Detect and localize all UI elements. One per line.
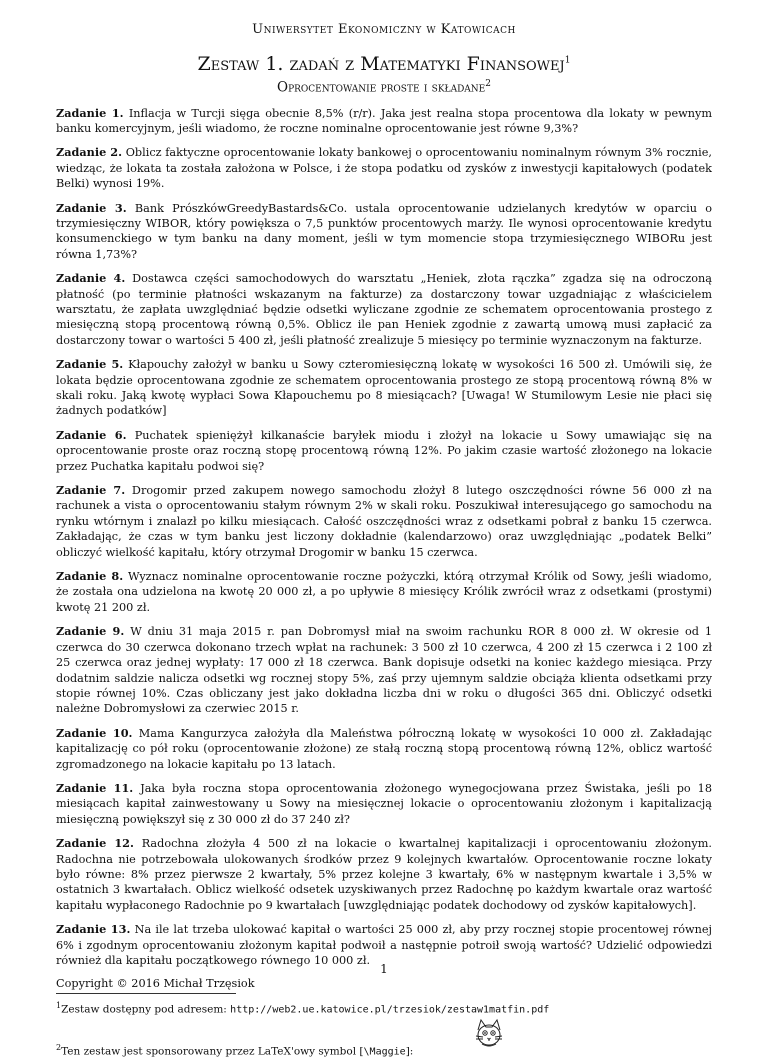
- task-label: Zadanie 7.: [56, 483, 126, 498]
- task-label: Zadanie 4.: [56, 271, 126, 286]
- copyright-line: Copyright © 2016 Michał Trzęsiok: [56, 977, 255, 991]
- task-text: Drogomir przed zakupem nowego samochodu złożył 8 lutego oszczędności równe 56 000 zł na rachunek a vista o oprocentowaniu stałym równym 2% w skali roku. Poszukiwał interesującego go samochodu na rynku wtórnym i znalazł po kilku miesiącach. Całość oszczędności wraz z odsetkami pobrał z banku 15 czerwca. Zakładając, że czas w tym banku jest liczony dokładnie (kalendarzowo) oraz uwzględniając „podatek Belki” obliczyć wielkość kapitału, który otrzymał Drogomir w banku 15 czerwca.: [56, 484, 712, 559]
- task-7: [56, 483, 712, 560]
- task-label: Zadanie 1.: [56, 105, 124, 120]
- university-name: Uniwersytet Ekonomiczny w Katowicach: [252, 22, 516, 37]
- task-6: [56, 428, 712, 474]
- footnote-1: [56, 998, 712, 1018]
- task-text: Inflacja w Turcji sięga obecnie 8,5% (r/r). Jaka jest realna stopa procentowa dla lokaty w pewnym banku komercyjnym, jeśli wiadomo, że roczne nominalne oprocentowanie jest równe 9,3%?: [56, 106, 712, 135]
- task-text: Oblicz faktyczne oprocentowanie lokaty bankowej o oprocentowaniu nominalnym równym 3% rocznie, wiedząc, że lokata ta została założona w Polsce, i że stopa podatku od zysków z inwestycji kapitałowych (podatek Belki) wynosi 19%.: [56, 146, 712, 191]
- task-9: [56, 624, 712, 716]
- footnote-mark: 2: [56, 1042, 62, 1052]
- task-label: Zadanie 12.: [56, 836, 134, 851]
- task-text: Na ile lat trzeba ulokować kapitał o wartości 25 000 zł, aby przy rocznej stopie procentowej równej 6% i zgodnym oprocentowaniu złożonym kapitał podwoił a następnie potroił swoją wartość? Udzielić odpowiedzi również dla kapitału początkowego równego 10 000 zł.: [56, 923, 713, 967]
- footnote-2: [56, 1040, 712, 1059]
- subtitle-text: Oprocentowanie proste i składane: [277, 79, 486, 96]
- task-8: [56, 569, 712, 615]
- page-number: 1: [380, 962, 388, 976]
- task-label: Zadanie 11.: [56, 780, 134, 795]
- title-footnote-mark: 1: [564, 55, 571, 66]
- task-text: Kłapouchy założył w banku u Sowy czteromiesięczną lokatę w wysokości 16 500 zł. Umówili się, że lokata będzie oprocentowana zgodnie ze schematem oprocentowania prostego ze stopą procentową równą 8% w skali roku. Jaką kwotę wypłaci Sowa Kłapouchemu po 8 miesiącach? [Uwaga! W Stumilowym Lesie nie płaci się żadnych podatków]: [56, 358, 712, 418]
- task-label: Zadanie 5.: [56, 357, 124, 372]
- task-12: [56, 836, 712, 913]
- task-10: [56, 726, 712, 772]
- task-4: [56, 271, 712, 348]
- task-11: [56, 781, 712, 827]
- task-list: [56, 106, 712, 969]
- task-2: [56, 145, 712, 191]
- footnote-text: Zestaw dostępny pod adresem:: [61, 1003, 231, 1016]
- document-page: [56, 20, 712, 1059]
- task-label: Zadanie 3.: [56, 200, 127, 215]
- task-label: Zadanie 2.: [56, 145, 123, 160]
- task-text: Puchatek spieniężył kilkanaście baryłek miodu i złożył na lokacie u Sowy umawiając się na oprocentowanie proste oraz roczną stopę procentową równą 12%. Po jakim czasie wartość złożonego na lokacie przez Puchatka kapitału podwoi się?: [56, 428, 712, 473]
- document-title: [56, 53, 712, 75]
- task-label: Zadanie 6.: [56, 427, 127, 442]
- task-5: [56, 357, 712, 419]
- subtitle-footnote-mark: 2: [485, 79, 491, 89]
- task-1: [56, 106, 712, 137]
- title-text: Zestaw 1. zadań z Matematyki Finansowej: [197, 53, 565, 75]
- task-text: W dniu 31 maja 2015 r. pan Dobromysł miał na swoim rachunku ROR 8 000 zł. W okresie od 1 czerwca do 30 czerwca dokonano trzech wpłat na rachunek: 3 500 zł 10 czerwca, 4 200 zł 15 czerwca i 2 100 zł 25 czerwca oraz jednej wypłaty: 17 000 zł 18 czerwca. Bank dopisuje odsetki na koniec każdego miesiąca. Przy dodatnim saldzie nalicza odsetki wg rocznej stopy 5%, zaś przy ujemnym saldzie obciąża klienta odsetkami przy stopie równej 10%. Czas obliczany jest jako dokładna liczba dni w roku o długości 365 dni. Obliczyć odsetki należne Dobromysłowi za czerwiec 2015 r.: [56, 625, 712, 716]
- task-text: Radochna złożyła 4 500 zł na lokacie o kwartalnej kapitalizacji i oprocentowaniu złożonym. Radochna nie potrzebowała ulokowanych środków przez 9 kolejnych kwartałów. Oprocentowanie roczne lokaty było równe: 8% przez pierwsze 2 kwartały, 5% przez kolejne 3 kwartały, 6% w następnym kwartale i 3,5% w ostatnich 3 kwartałach. Oblicz wielkość odsetek uzyskiwanych przez Radochnę po każdym kwartale oraz wartość kapitału wypłaconego Radochnie po 9 kwartałach [uwzględniając podatek dochodowy od zysków kapitałowych].: [56, 837, 712, 912]
- task-label: Zadanie 8.: [56, 569, 124, 584]
- task-text: Bank PrószkówGreedyBastards&Co. ustala oprocentowanie udzielanych kredytów w oparciu o trzymiesięczny WIBOR, który powiększa o 7,5 punktów procentowych marży. Ile wynosi oprocentowanie kredytu konsumenckiego w tym banku na dany moment, jeśli w tym momencie stopa trzymiesięcznego WIBORu jest równa 1,73%?: [56, 201, 713, 261]
- task-text: Mama Kangurzyca założyła dla Maleństwa półroczną lokatę w wysokości 10 000 zł. Zakładając kapitalizację co pół roku (oprocentowanie złożone) ze stałą roczną stopą procentową równą 12%, oblicz wartość zgromadzonego na lokacie kapitału po 13 latach.: [56, 726, 712, 771]
- task-text: Dostawca części samochodowych do warsztatu „Heniek, złota rączka” zgadza się na odroczoną płatność (po terminie płatności wskazanym na fakturze) za dostarczony towar uzgadniając z właścicielem warsztatu, że zapłata uwzględniać będzie odsetki wyliczane zgodnie ze schematem oprocentowania prostego z miesięczną stopą procentową równą 0,5%. Oblicz ile pan Heniek zgodnie z zawartą umową musi zapłacić za dostarczony towar o wartości 5 400 zł, jeśli płatność zrealizuje 5 miesięcy po terminie wyznaczonym na fakturze.: [56, 272, 712, 347]
- task-label: Zadanie 13.: [56, 922, 131, 937]
- task-text: Wyznacz nominalne oprocentowanie roczne pożyczki, którą otrzymał Królik od Sowy, jeśli wiadomo, że została ona udzielona na kwotę 20 000 zł, a po upływie 8 miesięcy Królik zwrócił wraz z odsetkami (prostymi) kwotę 21 200 zł.: [56, 570, 712, 614]
- footnote-code: \Maggie: [363, 1046, 406, 1058]
- task-3: [56, 201, 712, 263]
- maggie-cat-icon: [472, 1016, 506, 1050]
- task-text: Jaka była roczna stopa oprocentowania złożonego wynegocjowana przez Świstaka, jeśli po 18 miesiącach kapitał zainwestowany u Sowy na miesięcznej lokacie o oprocentowaniu złożonym i kapitalizacją miesięczną powiększył się z 30 000 zł do 37 240 zł?: [56, 781, 712, 826]
- task-label: Zadanie 9.: [56, 624, 125, 639]
- footnote-url-link[interactable]: http://web2.ue.katowice.pl/trzesiok/zestaw1matfin.pdf: [230, 1004, 550, 1016]
- task-label: Zadanie 10.: [56, 725, 133, 740]
- footnote-tail: ]:: [405, 1045, 414, 1058]
- footnote-mark: 1: [56, 1001, 62, 1011]
- footnote-text: Ten zestaw jest sponsorowany przez LaTeX'owy symbol [: [61, 1045, 364, 1058]
- document-subtitle: [56, 79, 712, 96]
